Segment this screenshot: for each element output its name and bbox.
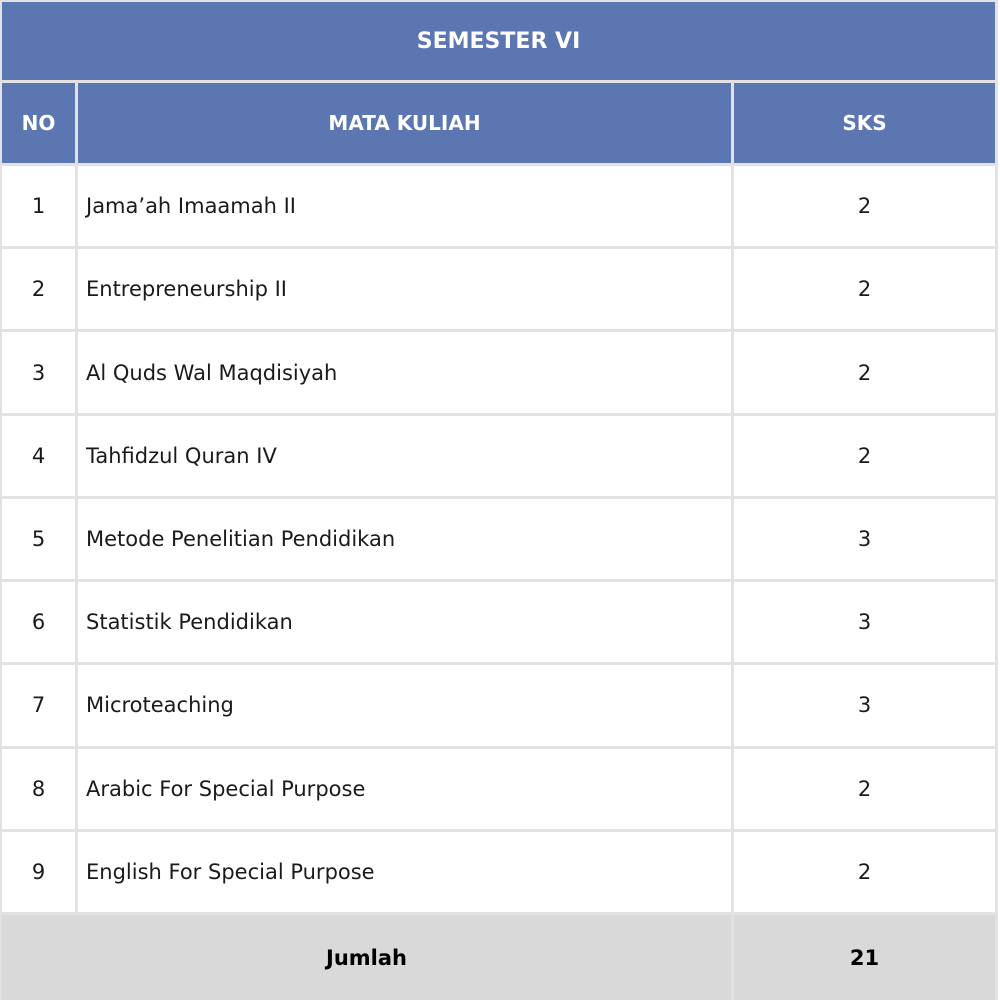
row-number: 6 [0,582,78,665]
total-label: Jumlah [0,915,734,1000]
course-credits: 2 [734,249,998,332]
course-credits: 2 [734,749,998,832]
total-credits: 21 [734,915,998,1000]
row-number: 4 [0,416,78,499]
course-name: Statistik Pendidikan [78,582,734,665]
row-number: 1 [0,166,78,249]
table-row [0,499,998,582]
column-header-credits: SKS [734,83,998,166]
course-credits: 3 [734,582,998,665]
semester-title: SEMESTER VI [0,0,998,83]
table-row [0,582,998,665]
table-row [0,416,998,499]
course-credits: 2 [734,332,998,415]
column-header-course: MATA KULIAH [78,83,734,166]
course-credits: 2 [734,416,998,499]
course-name: English For Special Purpose [78,832,734,915]
course-name: Al Quds Wal Maqdisiyah [78,332,734,415]
course-name: Arabic For Special Purpose [78,749,734,832]
course-name: Metode Penelitian Pendidikan [78,499,734,582]
row-number: 3 [0,332,78,415]
course-credits: 3 [734,665,998,748]
row-number: 7 [0,665,78,748]
course-name: Jama’ah Imaamah II [78,166,734,249]
row-number: 5 [0,499,78,582]
table-row [0,166,998,249]
row-number: 9 [0,832,78,915]
course-credits: 3 [734,499,998,582]
course-name: Microteaching [78,665,734,748]
table-row [0,332,998,415]
column-header-no: NO [0,83,78,166]
row-number: 2 [0,249,78,332]
table-row [0,832,998,915]
table-row [0,249,998,332]
course-credits: 2 [734,166,998,249]
course-credits: 2 [734,832,998,915]
row-number: 8 [0,749,78,832]
course-name: Entrepreneurship II [78,249,734,332]
total-row [0,915,998,1000]
table-row [0,749,998,832]
course-name: Tahfidzul Quran IV [78,416,734,499]
table-row [0,665,998,748]
